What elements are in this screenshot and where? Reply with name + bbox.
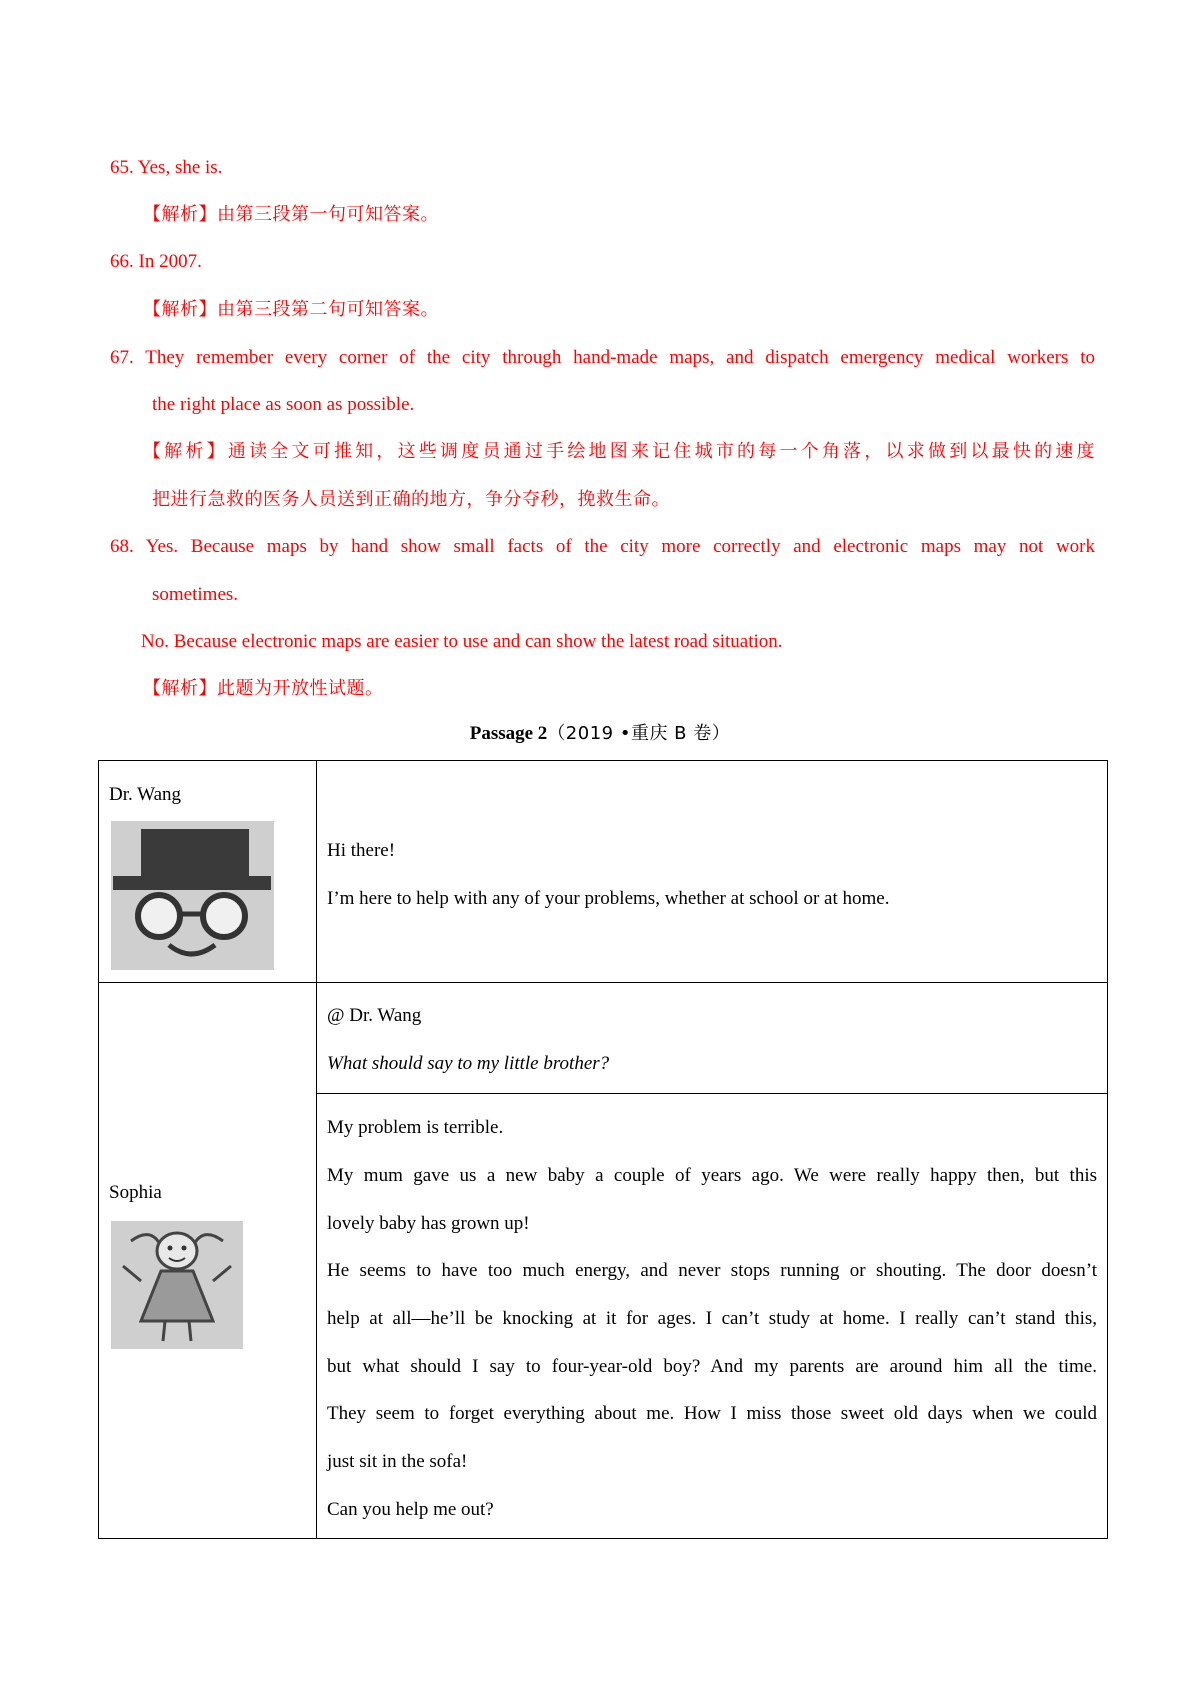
answer-number: 66. (110, 251, 134, 272)
answer-68-line3: No. Because electronic maps are easier to use and can show the latest road situation. (141, 631, 783, 652)
answer-number: 68. (110, 536, 134, 557)
girl-drawing-icon (111, 1221, 243, 1349)
sophia-line-4: He seems to have too much energy, and never stops running or shouting. The door doesn’t (327, 1260, 1097, 1281)
answer-68 (110, 535, 1095, 559)
analysis-67-line2: 把进行急救的医务人员送到正确的地方，争分夺秒，挽救生命。 (152, 489, 670, 510)
dr-wang-avatar (111, 821, 274, 970)
answer-number: 65. (110, 157, 134, 178)
answer-66 (110, 250, 202, 274)
sophia-line-3: lovely baby has grown up! (327, 1213, 530, 1234)
sophia-question: What should say to my little brother? (327, 1053, 610, 1074)
analysis-66: 【解析】由第三段第二句可知答案。 (143, 299, 439, 320)
column-divider (316, 761, 317, 1538)
sophia-line-8: just sit in the sofa! (327, 1451, 468, 1472)
passage-title (0, 722, 1200, 746)
sophia-line-9: Can you help me out? (327, 1499, 494, 1520)
answer-number: 67. (110, 347, 134, 368)
answer-67 (110, 346, 1095, 370)
answer-65 (110, 156, 222, 180)
sophia-line-2: My mum gave us a new baby a couple of years ago. We were really happy then, but this (327, 1165, 1097, 1186)
author-name-dr-wang: Dr. Wang (109, 784, 182, 805)
answer-67-line2: the right place as soon as possible. (152, 394, 415, 415)
sophia-line-6: but what should I say to four-year-old boy? And my parents are around him all the time. (327, 1356, 1097, 1377)
reply-divider (316, 1093, 1107, 1094)
forum-table (98, 760, 1108, 1539)
author-name-sophia: Sophia (109, 1182, 162, 1203)
passage-source: （2019 •重庆 B 卷） (547, 723, 731, 744)
sophia-line-7: They seem to forget everything about me. How I miss those sweet old days when we could (327, 1403, 1097, 1424)
dr-wang-line-1: Hi there! (327, 840, 396, 861)
analysis-67-line1: 【解析】通读全文可推知，这些调度员通过手绘地图来记住城市的每一个角落，以求做到以最快的速度 (143, 441, 1095, 462)
analysis-65: 【解析】由第三段第一句可知答案。 (143, 204, 439, 225)
answer-68-line2: sometimes. (152, 584, 239, 605)
answer-text-line1: They remember every corner of the city through hand-made maps, and dispatch emergency medical workers to (145, 347, 1095, 368)
answer-text: Yes, she is. (137, 157, 223, 178)
sophia-line-5: help at all—he’ll be knocking at it for ages. I can’t study at home. I really can’t stand this, (327, 1308, 1097, 1329)
hat-glasses-face-icon (111, 821, 274, 970)
reply-to-label: @ Dr. Wang (327, 1005, 422, 1026)
answer-text-line1: Yes. Because maps by hand show small facts of the city more correctly and electronic maps may not work (145, 536, 1096, 557)
answer-text: In 2007. (138, 251, 202, 272)
analysis-68: 【解析】此题为开放性试题。 (143, 678, 384, 699)
sophia-line-1: My problem is terrible. (327, 1117, 504, 1138)
row-divider (99, 982, 1107, 983)
passage-title-bold: Passage 2 (469, 723, 548, 744)
sophia-avatar (111, 1221, 243, 1349)
dr-wang-line-2: I’m here to help with any of your problems, whether at school or at home. (327, 888, 890, 909)
